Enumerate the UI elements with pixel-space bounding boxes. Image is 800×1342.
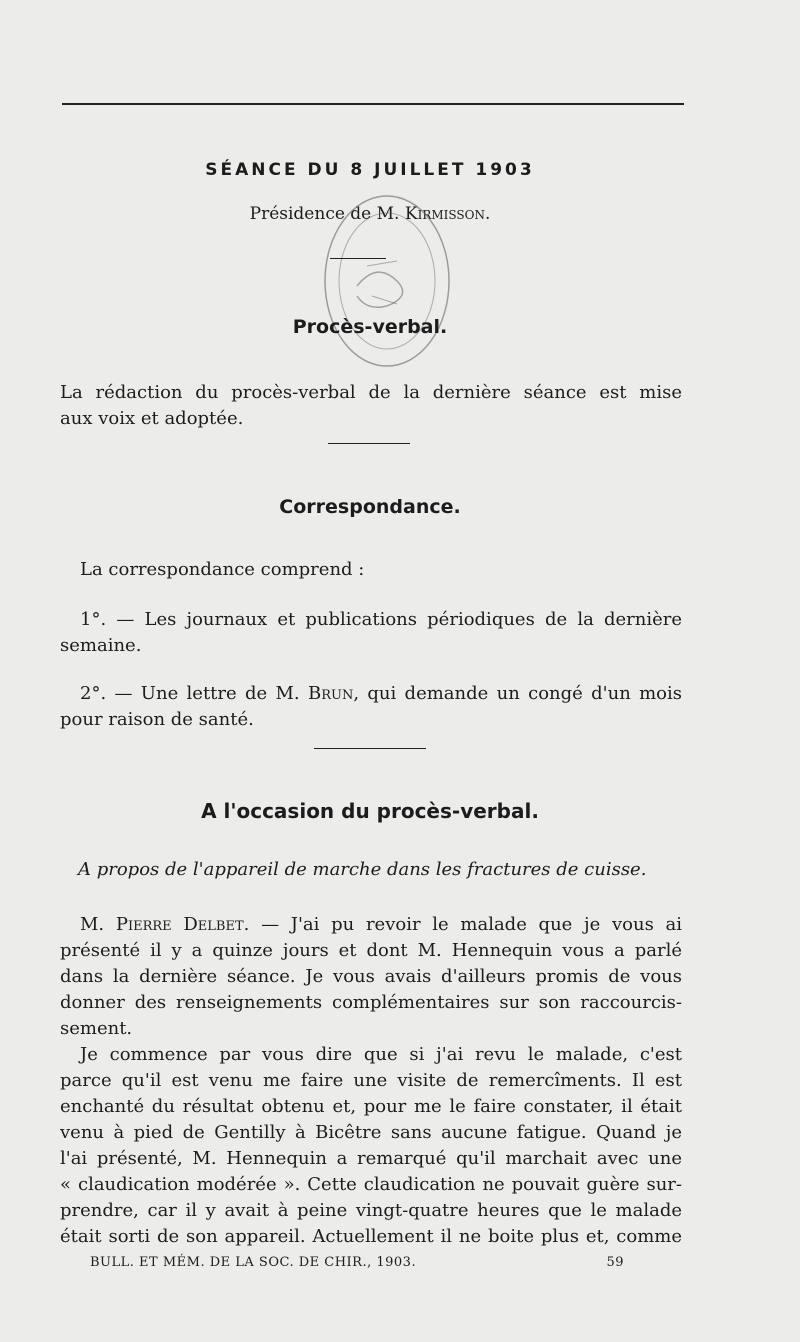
page-number: 59 <box>606 1255 624 1270</box>
p1-first-line: — J'ai pu revoir le malade que je vous ai <box>249 914 682 935</box>
item2-suffix: , qui demande un congé d'un mois <box>353 683 682 704</box>
text-line: enchanté du résultat obtenu et, pour me le faire constater, il était <box>60 1096 682 1117</box>
text-line <box>60 681 682 707</box>
text-line: était sorti de son appareil. Actuellement il ne boite plus et, comme <box>60 1226 682 1247</box>
journal-reference: BULL. ET MÉM. DE LA SOC. DE CHIR., 1903. <box>90 1255 417 1270</box>
presidence-prefix: Présidence de M. <box>249 204 405 224</box>
top-rule <box>62 103 684 105</box>
text-line <box>60 912 682 938</box>
short-rule-2 <box>328 443 410 444</box>
short-rule-3 <box>314 748 426 749</box>
text-line: A propos de l'appareil de marche dans les fractures de cuisse. <box>78 859 647 880</box>
text-line: aux voix et adoptée. <box>60 408 244 429</box>
item2-prefix: 2°. — Une lettre de M. <box>80 683 308 704</box>
correspondance-title: Correspondance. <box>279 496 461 518</box>
text-line: La rédaction du procès-verbal de la dernière séance est mise <box>60 382 682 403</box>
library-stamp-icon <box>312 186 462 376</box>
president-name: Kirmisson <box>404 204 485 224</box>
occasion-subtitle <box>60 857 682 883</box>
text-line: La correspondance comprend : <box>80 559 365 580</box>
text-line: prendre, car il y avait à peine vingt-quatre heures que le malade <box>60 1200 682 1221</box>
text-line: donner des renseignements complémentaires sur son raccourcis- <box>60 992 682 1013</box>
proces-verbal-paragraph <box>60 380 682 432</box>
short-rule-1 <box>330 258 386 259</box>
text-line: 1°. — Les journaux et publications périodiques de la dernière <box>80 609 682 630</box>
proces-verbal-title: Procès-verbal. <box>292 316 448 338</box>
text-line: venu à pied de Gentilly à Bicêtre sans aucune fatigue. Quand je <box>60 1122 682 1143</box>
body-paragraph-1 <box>60 912 682 1042</box>
page-footer <box>90 1255 650 1270</box>
speaker-name: M. Pierre Delbet. <box>80 914 250 935</box>
correspondance-intro <box>60 557 682 583</box>
seance-heading: SÉANCE DU 8 JUILLET 1903 <box>205 160 535 180</box>
text-line: présenté il y a quinze jours et dont M. Hennequin vous a parlé <box>60 940 682 961</box>
text-line: sement. <box>60 1018 133 1039</box>
occasion-title: A l'occasion du procès-verbal. <box>201 799 539 823</box>
correspondance-item-2 <box>60 681 682 733</box>
text-line: « claudication modérée ». Cette claudication ne pouvait guère sur- <box>60 1174 682 1195</box>
text-line: parce qu'il est venu me faire une visite de remercîments. Il est <box>60 1070 682 1091</box>
text-line: semaine. <box>60 635 142 656</box>
text-line: Je commence par vous dire que si j'ai revu le malade, c'est <box>80 1044 682 1065</box>
correspondance-item-1 <box>60 607 682 659</box>
presidence-suffix: . <box>484 204 491 224</box>
text-line: dans la dernière séance. Je vous avais d'ailleurs promis de vous <box>60 966 682 987</box>
text-line: pour raison de santé. <box>60 709 254 730</box>
item2-name: Brun <box>307 683 354 704</box>
text-line: l'ai présenté, M. Hennequin a remarqué qu'il marchait avec une <box>60 1148 682 1169</box>
body-paragraph-2 <box>60 1042 682 1250</box>
